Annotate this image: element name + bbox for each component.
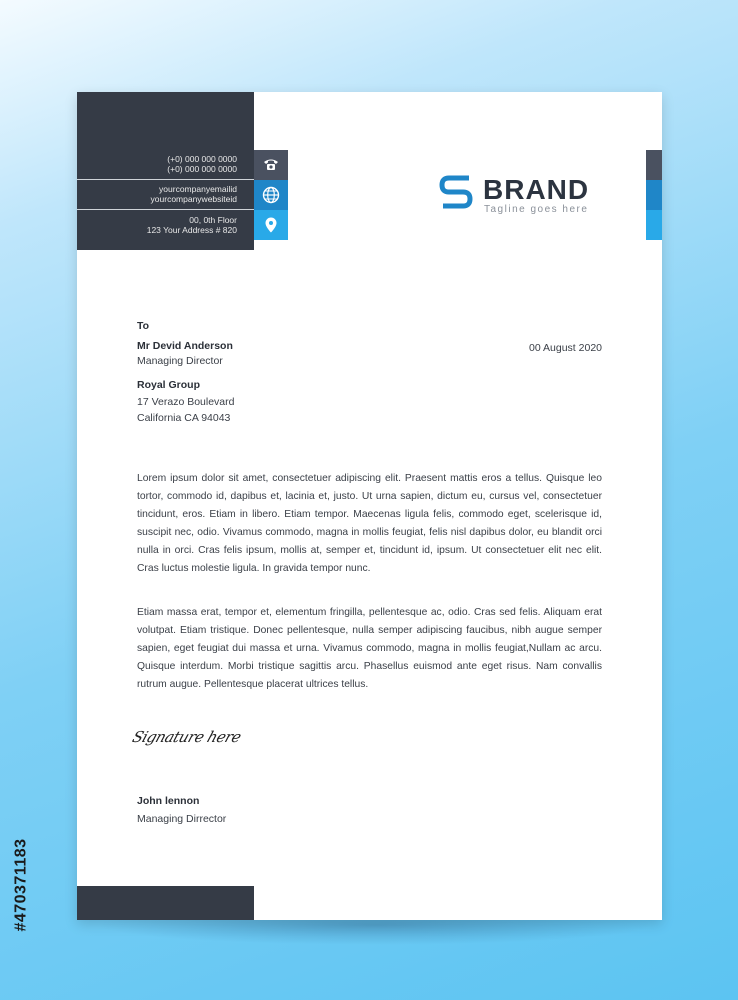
- body-paragraph-1: Lorem ipsum dolor sit amet, consectetuer adipiscing elit. Praesent mattis eros a tellus. Quisque leo tortor, commodo id, dapibus et, lacinia et, justo. Ut urna sapien, dictum eu, cursus vel, consectetuer tincidunt, eros. Etiam in libero. Etiam tempor. Maecenas ligula felis, commodo eget, scelerisque id, suscipit nec, odio. Vivamus commodo, magna in mollis feugiat, felis nisl dapibus dolor, eu blandit orci nulla in orci. Cras felis ipsum, mollis at, semper et, tincidunt id, ipsum. Ut consectetuer elit nec elit. Cras luctus molestie ligula. In gravida tempor nunc.: [137, 473, 602, 574]
- letterhead-page: [77, 92, 662, 920]
- brand-logo: [439, 174, 590, 217]
- email-text: yourcompanyemailid: [159, 184, 237, 194]
- stock-id-text: #470371183: [13, 838, 31, 932]
- phone-info: [167, 154, 237, 174]
- recipient-address-2: California CA 94043: [137, 412, 231, 424]
- signer-title: Managing Dirrector: [137, 813, 227, 825]
- signature-script: Signature here: [130, 728, 244, 746]
- web-info: [151, 184, 237, 204]
- side-strip-light: [646, 210, 662, 240]
- globe-icon: [254, 180, 288, 210]
- footer-block: [77, 886, 254, 920]
- recipient-address-1: 17 Verazo Boulevard: [137, 396, 235, 408]
- stock-id-label: [12, 770, 32, 1000]
- phone-icon: [254, 150, 288, 180]
- phone-2: (+0) 000 000 0000: [167, 164, 237, 174]
- address-info: [147, 215, 237, 235]
- recipient-name: Mr Devid Anderson: [137, 340, 233, 352]
- address-line-2: 123 Your Address # 820: [146, 225, 237, 235]
- brand-name: BRAND: [483, 174, 590, 205]
- phone-1: (+0) 000 000 0000: [167, 154, 237, 164]
- signer-name: John lennon: [137, 795, 200, 807]
- address-line-1: 00, 0th Floor: [189, 215, 237, 225]
- letter-date: 00 August 2020: [529, 342, 602, 354]
- side-strip-dark: [646, 150, 662, 180]
- location-pin-icon: [254, 210, 288, 240]
- brand-tagline: Tagline goes here: [484, 204, 589, 215]
- recipient-title: Managing Director: [137, 355, 223, 367]
- body-paragraph-2: Etiam massa erat, tempor et, elementum fringilla, pellentesque ac, odio. Cras sed felis. Aliquam erat volutpat. Etiam tristique. Donec pellentesque, nulla semper adipiscing faucibus, nibh augue semper sapien, eget feugiat dui massa et urna. Vivamus commodo, magna in mollis feugiat,Nullam ac arcu. Quisque interdum. Morbi tristique sagittis arcu. Phasellus euismod ante eget risus. Nam convallis rutrum augue. Pellentesque placerat ultrices tellus.: [137, 607, 602, 690]
- to-label: To: [137, 320, 150, 332]
- brand-s-icon: [439, 174, 473, 212]
- side-strip-mid: [646, 180, 662, 210]
- recipient-company: Royal Group: [137, 379, 201, 391]
- website-text: yourcompanywebsiteid: [150, 194, 237, 204]
